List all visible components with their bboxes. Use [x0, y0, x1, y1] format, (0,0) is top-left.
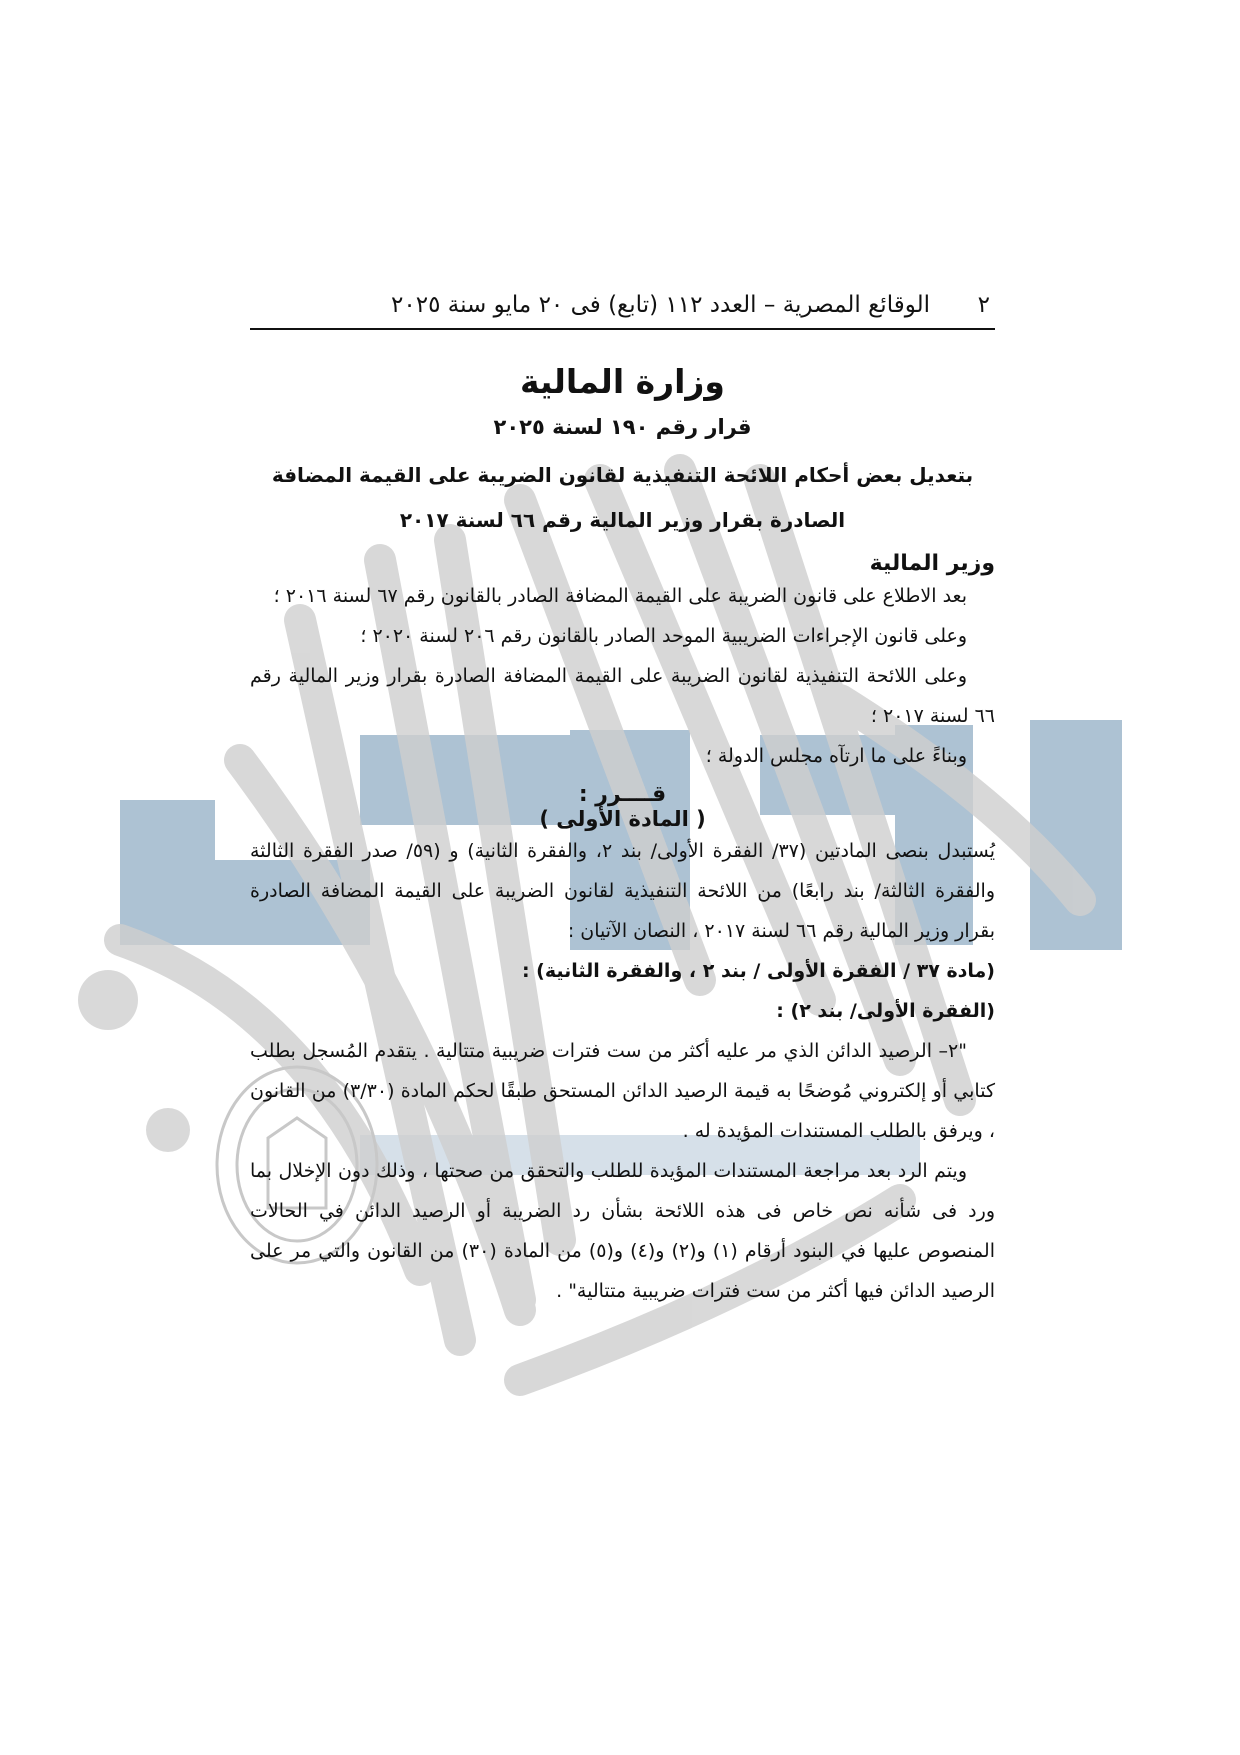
article-heading: ( المادة الأولى ): [539, 807, 706, 831]
decision-subject: [250, 453, 995, 543]
subject-line-2: الصادرة بقرار وزير المالية رقم ٦٦ لسنة ٢٠١٧: [399, 508, 846, 532]
clause-text: "٢– الرصيد الدائن الذي مر عليه أكثر من ست فترات ضريبية متتالية . يتقدم المُسجل بطلب كتابي أو إلكتروني مُوضحًا به قيمة الرصيد الدائن المستحق طبقًا لحكم المادة (٣/٣٠) من القانون ، ويرفق بالطلب المستندات المؤيدة له .: [250, 1040, 995, 1142]
gazette-page: [250, 272, 995, 1311]
page-header: [250, 272, 995, 330]
preamble-item: وبناءً على ما ارتآه مجلس الدولة ؛: [705, 745, 967, 767]
watermark-dots: [78, 970, 190, 1152]
decision-number: قرار رقم ١٩٠ لسنة ٢٠٢٥: [493, 415, 752, 439]
article-text: يُستبدل بنصى المادتين (٣٧/ الفقرة الأولى/ بند ٢، والفقرة الثانية) و (٥٩/ صدر الفقرة الثالثة والفقرة الثالثة/ بند رابعًا) من اللائحة التنفيذية لقانون الضريبة على القيمة المضافة الصادرة بقرار وزير المالية رقم ٦٦ لسنة ٢٠١٧ ، النصان الآتيان :: [250, 840, 995, 942]
minister-heading: وزير المالية: [869, 551, 995, 576]
clause-text: ويتم الرد بعد مراجعة المستندات المؤيدة للطلب والتحقق من صحتها ، وذلك دون الإخلال بما ورد فى شأنه نص خاص فى هذه اللائحة بشأن رد الضريبة أو الرصيد الدائن في الحالات المنصوص عليها في البنود أرقام (١) و(٢) و(٤) و(٥) من المادة (٣٠) من القانون والتي مر على الرصيد الدائن فيها أكثر من ست فترات ضريبية متتالية" .: [250, 1160, 995, 1302]
page-number: ٢: [977, 292, 990, 318]
preamble-item: وعلى قانون الإجراءات الضريبية الموحد الصادر بالقانون رقم ٢٠٦ لسنة ٢٠٢٠ ؛: [360, 625, 967, 647]
sub-heading: (مادة ٣٧ / الفقرة الأولى / بند ٢ ، والفقرة الثانية) :: [521, 960, 995, 982]
preamble-item: بعد الاطلاع على قانون الضريبة على القيمة المضافة الصادر بالقانون رقم ٦٧ لسنة ٢٠١٦ ؛: [273, 585, 967, 607]
preamble-item: وعلى اللائحة التنفيذية لقانون الضريبة على القيمة المضافة الصادرة بقرار وزير المالية رقم ٦٦ لسنة ٢٠١٧ ؛: [250, 665, 995, 727]
decided-heading: قــــرر :: [578, 782, 667, 807]
ministry-title: وزارة المالية: [520, 362, 725, 401]
subject-line-1: بتعديل بعض أحكام اللائحة التنفيذية لقانون الضريبة على القيمة المضافة: [271, 463, 974, 487]
gazette-header-title: الوقائع المصرية – العدد ١١٢ (تابع) فى ٢٠ مايو سنة ٢٠٢٥: [391, 292, 930, 318]
sub-heading: (الفقرة الأولى/ بند ٢) :: [776, 1000, 995, 1022]
